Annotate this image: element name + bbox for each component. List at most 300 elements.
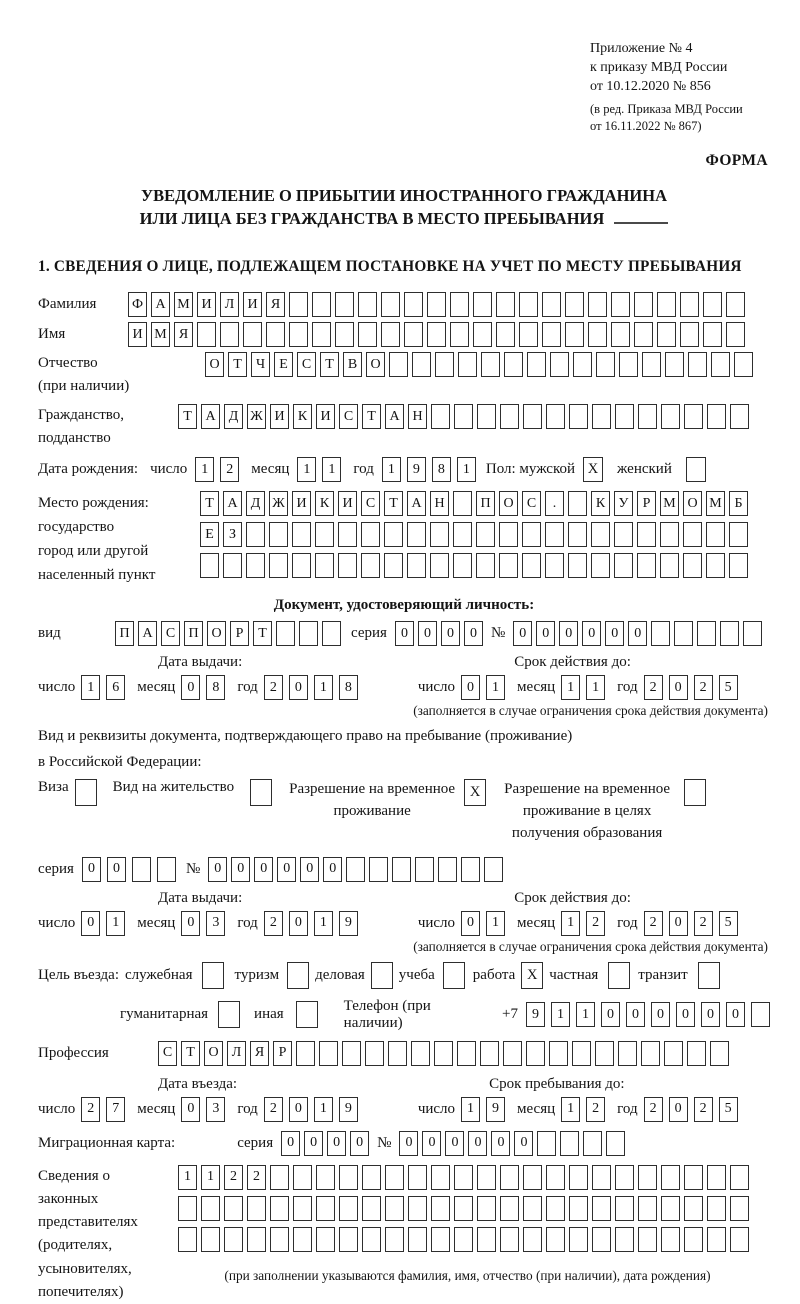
form-cell[interactable]: И — [197, 292, 216, 317]
form-cell[interactable] — [537, 1131, 556, 1156]
form-cell[interactable]: 0 — [422, 1131, 441, 1156]
form-cell[interactable]: К — [293, 404, 312, 429]
form-cell[interactable]: С — [297, 352, 316, 377]
form-cell[interactable] — [651, 621, 670, 646]
form-cell[interactable] — [546, 1196, 565, 1221]
form-cell[interactable]: З — [223, 522, 242, 547]
form-cell[interactable] — [706, 522, 725, 547]
form-cell[interactable]: 9 — [526, 1002, 545, 1027]
form-cell[interactable] — [473, 292, 492, 317]
form-cell[interactable] — [385, 1165, 404, 1190]
form-cell[interactable] — [404, 322, 423, 347]
form-cell[interactable]: Р — [637, 491, 656, 516]
form-cell[interactable] — [342, 1041, 361, 1066]
form-cell[interactable] — [565, 322, 584, 347]
form-cell[interactable] — [178, 1227, 197, 1252]
form-cell[interactable] — [611, 322, 630, 347]
form-cell[interactable] — [615, 1227, 634, 1252]
form-cell[interactable]: 0 — [289, 1097, 308, 1122]
form-cell[interactable] — [684, 404, 703, 429]
form-cell[interactable]: 1 — [486, 911, 505, 936]
form-cell[interactable] — [680, 292, 699, 317]
form-cell[interactable] — [243, 322, 262, 347]
form-cell[interactable] — [499, 522, 518, 547]
form-cell[interactable] — [411, 1041, 430, 1066]
form-cell[interactable] — [661, 1165, 680, 1190]
temp-residence-checkbox[interactable]: X — [464, 779, 486, 806]
form-cell[interactable]: И — [128, 322, 147, 347]
form-cell[interactable]: 0 — [676, 1002, 695, 1027]
form-cell[interactable] — [661, 404, 680, 429]
form-cell[interactable]: 1 — [551, 1002, 570, 1027]
form-cell[interactable] — [270, 1227, 289, 1252]
form-cell[interactable]: 2 — [644, 911, 663, 936]
form-cell[interactable] — [684, 1165, 703, 1190]
form-cell[interactable] — [730, 1227, 749, 1252]
form-cell[interactable]: 1 — [297, 457, 316, 482]
form-cell[interactable]: 0 — [726, 1002, 745, 1027]
form-cell[interactable] — [504, 352, 523, 377]
form-cell[interactable] — [381, 292, 400, 317]
form-cell[interactable]: 3 — [206, 1097, 225, 1122]
form-cell[interactable] — [707, 1165, 726, 1190]
form-cell[interactable]: М — [706, 491, 725, 516]
form-cell[interactable]: 2 — [247, 1165, 266, 1190]
form-cell[interactable] — [289, 292, 308, 317]
form-cell[interactable]: 7 — [106, 1097, 125, 1122]
form-cell[interactable] — [583, 1131, 602, 1156]
form-cell[interactable] — [606, 1131, 625, 1156]
form-cell[interactable] — [592, 1196, 611, 1221]
form-cell[interactable] — [638, 1196, 657, 1221]
form-cell[interactable]: О — [207, 621, 226, 646]
form-cell[interactable]: Ж — [269, 491, 288, 516]
form-cell[interactable] — [293, 1227, 312, 1252]
form-cell[interactable] — [496, 322, 515, 347]
form-cell[interactable] — [453, 553, 472, 578]
form-cell[interactable] — [592, 404, 611, 429]
form-cell[interactable] — [201, 1196, 220, 1221]
form-cell[interactable] — [500, 1227, 519, 1252]
form-cell[interactable]: Р — [273, 1041, 292, 1066]
form-cell[interactable]: 8 — [206, 675, 225, 700]
form-cell[interactable] — [476, 522, 495, 547]
form-cell[interactable] — [266, 322, 285, 347]
form-cell[interactable]: 9 — [339, 911, 358, 936]
form-cell[interactable] — [674, 621, 693, 646]
form-cell[interactable] — [315, 522, 334, 547]
purpose-official-checkbox[interactable] — [202, 962, 224, 989]
form-cell[interactable]: 0 — [445, 1131, 464, 1156]
form-cell[interactable] — [316, 1196, 335, 1221]
form-cell[interactable] — [269, 522, 288, 547]
form-cell[interactable] — [730, 404, 749, 429]
form-cell[interactable]: 1 — [322, 457, 341, 482]
form-cell[interactable] — [276, 621, 295, 646]
form-cell[interactable] — [569, 404, 588, 429]
form-cell[interactable]: О — [366, 352, 385, 377]
form-cell[interactable]: И — [270, 404, 289, 429]
form-cell[interactable]: 0 — [181, 675, 200, 700]
form-cell[interactable]: С — [161, 621, 180, 646]
form-cell[interactable] — [657, 292, 676, 317]
form-cell[interactable] — [638, 1227, 657, 1252]
form-cell[interactable] — [312, 322, 331, 347]
form-cell[interactable]: Т — [362, 404, 381, 429]
form-cell[interactable] — [611, 292, 630, 317]
form-cell[interactable] — [615, 404, 634, 429]
form-cell[interactable]: 1 — [201, 1165, 220, 1190]
form-cell[interactable]: Ф — [128, 292, 147, 317]
form-cell[interactable]: 0 — [82, 857, 101, 882]
form-cell[interactable]: И — [243, 292, 262, 317]
form-cell[interactable] — [526, 1041, 545, 1066]
form-cell[interactable] — [220, 322, 239, 347]
form-cell[interactable] — [312, 292, 331, 317]
form-cell[interactable] — [711, 352, 730, 377]
form-cell[interactable]: 2 — [694, 911, 713, 936]
form-cell[interactable]: 2 — [264, 1097, 283, 1122]
sex-male-checkbox[interactable]: X — [583, 457, 603, 482]
form-cell[interactable]: 2 — [264, 675, 283, 700]
form-cell[interactable]: Т — [200, 491, 219, 516]
form-cell[interactable] — [458, 352, 477, 377]
form-cell[interactable] — [392, 857, 411, 882]
form-cell[interactable] — [523, 404, 542, 429]
form-cell[interactable] — [592, 1227, 611, 1252]
form-cell[interactable] — [614, 553, 633, 578]
form-cell[interactable]: 0 — [289, 911, 308, 936]
form-cell[interactable] — [591, 522, 610, 547]
form-cell[interactable] — [573, 352, 592, 377]
form-cell[interactable]: 0 — [651, 1002, 670, 1027]
form-cell[interactable]: Т — [384, 491, 403, 516]
form-cell[interactable] — [431, 1227, 450, 1252]
form-cell[interactable] — [477, 404, 496, 429]
form-cell[interactable] — [729, 522, 748, 547]
form-cell[interactable] — [132, 857, 151, 882]
form-cell[interactable] — [431, 404, 450, 429]
form-cell[interactable]: Л — [220, 292, 239, 317]
form-cell[interactable] — [638, 1165, 657, 1190]
form-cell[interactable] — [362, 1196, 381, 1221]
form-cell[interactable] — [545, 553, 564, 578]
form-cell[interactable]: 1 — [178, 1165, 197, 1190]
form-cell[interactable]: 9 — [407, 457, 426, 482]
form-cell[interactable] — [688, 352, 707, 377]
form-cell[interactable] — [157, 857, 176, 882]
form-cell[interactable]: 0 — [536, 621, 555, 646]
form-cell[interactable]: 2 — [694, 675, 713, 700]
form-cell[interactable]: 2 — [224, 1165, 243, 1190]
form-cell[interactable] — [568, 491, 587, 516]
form-cell[interactable]: 0 — [350, 1131, 369, 1156]
form-cell[interactable]: Я — [250, 1041, 269, 1066]
form-cell[interactable]: 2 — [644, 1097, 663, 1122]
form-cell[interactable] — [197, 322, 216, 347]
form-cell[interactable]: Н — [408, 404, 427, 429]
form-cell[interactable] — [726, 322, 745, 347]
form-cell[interactable]: 0 — [626, 1002, 645, 1027]
form-cell[interactable]: 1 — [314, 1097, 333, 1122]
form-cell[interactable] — [615, 1196, 634, 1221]
form-cell[interactable] — [450, 292, 469, 317]
form-cell[interactable] — [358, 292, 377, 317]
form-cell[interactable] — [339, 1165, 358, 1190]
form-cell[interactable] — [346, 857, 365, 882]
form-cell[interactable]: 9 — [486, 1097, 505, 1122]
form-cell[interactable] — [550, 352, 569, 377]
form-cell[interactable] — [480, 1041, 499, 1066]
form-cell[interactable] — [588, 292, 607, 317]
form-cell[interactable]: 0 — [107, 857, 126, 882]
form-cell[interactable] — [569, 1165, 588, 1190]
form-cell[interactable] — [201, 1227, 220, 1252]
form-cell[interactable] — [457, 1041, 476, 1066]
form-cell[interactable] — [596, 352, 615, 377]
form-cell[interactable]: 1 — [106, 911, 125, 936]
form-cell[interactable]: 0 — [582, 621, 601, 646]
purpose-work-checkbox[interactable]: X — [521, 962, 543, 989]
form-cell[interactable] — [542, 322, 561, 347]
form-cell[interactable]: Р — [230, 621, 249, 646]
temp-residence-edu-checkbox[interactable] — [684, 779, 706, 806]
form-cell[interactable]: 0 — [605, 621, 624, 646]
form-cell[interactable]: 0 — [601, 1002, 620, 1027]
form-cell[interactable] — [726, 292, 745, 317]
form-cell[interactable] — [734, 352, 753, 377]
form-cell[interactable] — [246, 553, 265, 578]
form-cell[interactable]: А — [385, 404, 404, 429]
form-cell[interactable] — [703, 322, 722, 347]
form-cell[interactable] — [481, 352, 500, 377]
form-cell[interactable] — [385, 1227, 404, 1252]
form-cell[interactable] — [200, 553, 219, 578]
form-cell[interactable] — [385, 1196, 404, 1221]
form-cell[interactable]: Ж — [247, 404, 266, 429]
purpose-study-checkbox[interactable] — [443, 962, 465, 989]
form-cell[interactable] — [484, 857, 503, 882]
form-cell[interactable] — [743, 621, 762, 646]
form-cell[interactable]: 0 — [81, 911, 100, 936]
form-cell[interactable]: 8 — [432, 457, 451, 482]
form-cell[interactable]: Л — [227, 1041, 246, 1066]
form-cell[interactable] — [430, 522, 449, 547]
form-cell[interactable] — [316, 1165, 335, 1190]
form-cell[interactable]: 9 — [339, 1097, 358, 1122]
form-cell[interactable] — [683, 553, 702, 578]
form-cell[interactable]: О — [205, 352, 224, 377]
form-cell[interactable] — [384, 553, 403, 578]
form-cell[interactable]: 1 — [461, 1097, 480, 1122]
form-cell[interactable] — [546, 1227, 565, 1252]
form-cell[interactable]: 0 — [327, 1131, 346, 1156]
form-cell[interactable] — [569, 1196, 588, 1221]
form-cell[interactable]: 1 — [561, 675, 580, 700]
form-cell[interactable] — [335, 292, 354, 317]
form-cell[interactable] — [568, 553, 587, 578]
form-cell[interactable] — [389, 352, 408, 377]
form-cell[interactable]: 0 — [231, 857, 250, 882]
purpose-tourism-checkbox[interactable] — [287, 962, 309, 989]
form-cell[interactable] — [615, 1165, 634, 1190]
form-cell[interactable]: 0 — [181, 911, 200, 936]
form-cell[interactable]: 5 — [719, 675, 738, 700]
form-cell[interactable] — [338, 553, 357, 578]
form-cell[interactable] — [660, 522, 679, 547]
form-cell[interactable] — [408, 1165, 427, 1190]
purpose-business-checkbox[interactable] — [371, 962, 393, 989]
form-cell[interactable]: 3 — [206, 911, 225, 936]
form-cell[interactable]: 0 — [461, 911, 480, 936]
form-cell[interactable] — [412, 352, 431, 377]
form-cell[interactable]: Ч — [251, 352, 270, 377]
form-cell[interactable] — [703, 292, 722, 317]
form-cell[interactable]: 0 — [304, 1131, 323, 1156]
form-cell[interactable] — [697, 621, 716, 646]
form-cell[interactable] — [637, 522, 656, 547]
form-cell[interactable]: 0 — [418, 621, 437, 646]
form-cell[interactable]: 0 — [289, 675, 308, 700]
form-cell[interactable]: А — [138, 621, 157, 646]
form-cell[interactable]: 0 — [395, 621, 414, 646]
form-cell[interactable] — [315, 553, 334, 578]
form-cell[interactable] — [415, 857, 434, 882]
form-cell[interactable] — [293, 1196, 312, 1221]
form-cell[interactable] — [720, 621, 739, 646]
form-cell[interactable]: 8 — [339, 675, 358, 700]
form-cell[interactable] — [369, 857, 388, 882]
form-cell[interactable]: 1 — [314, 675, 333, 700]
form-cell[interactable] — [339, 1196, 358, 1221]
form-cell[interactable] — [476, 553, 495, 578]
form-cell[interactable] — [292, 522, 311, 547]
form-cell[interactable] — [404, 292, 423, 317]
form-cell[interactable]: В — [343, 352, 362, 377]
form-cell[interactable]: П — [476, 491, 495, 516]
form-cell[interactable] — [500, 404, 519, 429]
form-cell[interactable] — [408, 1227, 427, 1252]
sex-female-checkbox[interactable] — [686, 457, 706, 482]
form-cell[interactable] — [572, 1041, 591, 1066]
form-cell[interactable]: С — [361, 491, 380, 516]
form-cell[interactable]: Я — [174, 322, 193, 347]
form-cell[interactable]: 0 — [399, 1131, 418, 1156]
form-cell[interactable] — [683, 522, 702, 547]
form-cell[interactable] — [634, 322, 653, 347]
form-cell[interactable] — [664, 1041, 683, 1066]
form-cell[interactable]: О — [204, 1041, 223, 1066]
form-cell[interactable] — [503, 1041, 522, 1066]
form-cell[interactable]: 1 — [382, 457, 401, 482]
form-cell[interactable]: А — [151, 292, 170, 317]
form-cell[interactable] — [710, 1041, 729, 1066]
form-cell[interactable] — [365, 1041, 384, 1066]
form-cell[interactable]: О — [683, 491, 702, 516]
form-cell[interactable] — [684, 1227, 703, 1252]
form-cell[interactable] — [224, 1196, 243, 1221]
form-cell[interactable]: 0 — [669, 1097, 688, 1122]
form-cell[interactable] — [549, 1041, 568, 1066]
form-cell[interactable] — [384, 522, 403, 547]
form-cell[interactable]: Т — [320, 352, 339, 377]
form-cell[interactable] — [560, 1131, 579, 1156]
form-cell[interactable]: 1 — [195, 457, 214, 482]
form-cell[interactable]: 1 — [561, 911, 580, 936]
form-cell[interactable]: 0 — [300, 857, 319, 882]
form-cell[interactable] — [523, 1165, 542, 1190]
form-cell[interactable]: 5 — [719, 911, 738, 936]
form-cell[interactable] — [335, 322, 354, 347]
form-cell[interactable] — [522, 522, 541, 547]
form-cell[interactable] — [569, 1227, 588, 1252]
purpose-other-checkbox[interactable] — [296, 1001, 318, 1028]
form-cell[interactable]: 0 — [441, 621, 460, 646]
form-cell[interactable]: 2 — [586, 911, 605, 936]
form-cell[interactable]: Е — [274, 352, 293, 377]
form-cell[interactable] — [638, 404, 657, 429]
form-cell[interactable]: 0 — [323, 857, 342, 882]
form-cell[interactable] — [358, 322, 377, 347]
form-cell[interactable]: 2 — [644, 675, 663, 700]
form-cell[interactable]: С — [339, 404, 358, 429]
form-cell[interactable]: А — [201, 404, 220, 429]
form-cell[interactable]: 0 — [628, 621, 647, 646]
form-cell[interactable] — [707, 404, 726, 429]
form-cell[interactable] — [453, 491, 472, 516]
form-cell[interactable] — [523, 1196, 542, 1221]
purpose-transit-checkbox[interactable] — [698, 962, 720, 989]
form-cell[interactable]: 1 — [561, 1097, 580, 1122]
form-cell[interactable] — [381, 322, 400, 347]
form-cell[interactable]: С — [522, 491, 541, 516]
form-cell[interactable] — [519, 292, 538, 317]
form-cell[interactable]: 2 — [586, 1097, 605, 1122]
form-cell[interactable] — [680, 322, 699, 347]
form-cell[interactable]: Б — [729, 491, 748, 516]
form-cell[interactable]: М — [151, 322, 170, 347]
form-cell[interactable]: Я — [266, 292, 285, 317]
form-cell[interactable]: 0 — [181, 1097, 200, 1122]
form-cell[interactable]: Д — [224, 404, 243, 429]
form-cell[interactable] — [477, 1227, 496, 1252]
form-cell[interactable] — [454, 1227, 473, 1252]
form-cell[interactable]: 2 — [264, 911, 283, 936]
form-cell[interactable]: К — [591, 491, 610, 516]
form-cell[interactable] — [519, 322, 538, 347]
form-cell[interactable]: И — [316, 404, 335, 429]
form-cell[interactable] — [500, 1196, 519, 1221]
form-cell[interactable]: 0 — [461, 675, 480, 700]
form-cell[interactable]: 2 — [81, 1097, 100, 1122]
form-cell[interactable] — [270, 1196, 289, 1221]
form-cell[interactable]: С — [158, 1041, 177, 1066]
form-cell[interactable]: 0 — [468, 1131, 487, 1156]
form-cell[interactable] — [362, 1165, 381, 1190]
form-cell[interactable] — [707, 1227, 726, 1252]
form-cell[interactable]: 0 — [669, 675, 688, 700]
form-cell[interactable] — [319, 1041, 338, 1066]
form-cell[interactable]: П — [184, 621, 203, 646]
form-cell[interactable]: 2 — [694, 1097, 713, 1122]
form-cell[interactable] — [322, 621, 341, 646]
form-cell[interactable] — [434, 1041, 453, 1066]
form-cell[interactable]: А — [407, 491, 426, 516]
form-cell[interactable] — [461, 857, 480, 882]
form-cell[interactable] — [407, 553, 426, 578]
form-cell[interactable] — [595, 1041, 614, 1066]
form-cell[interactable]: 1 — [576, 1002, 595, 1027]
